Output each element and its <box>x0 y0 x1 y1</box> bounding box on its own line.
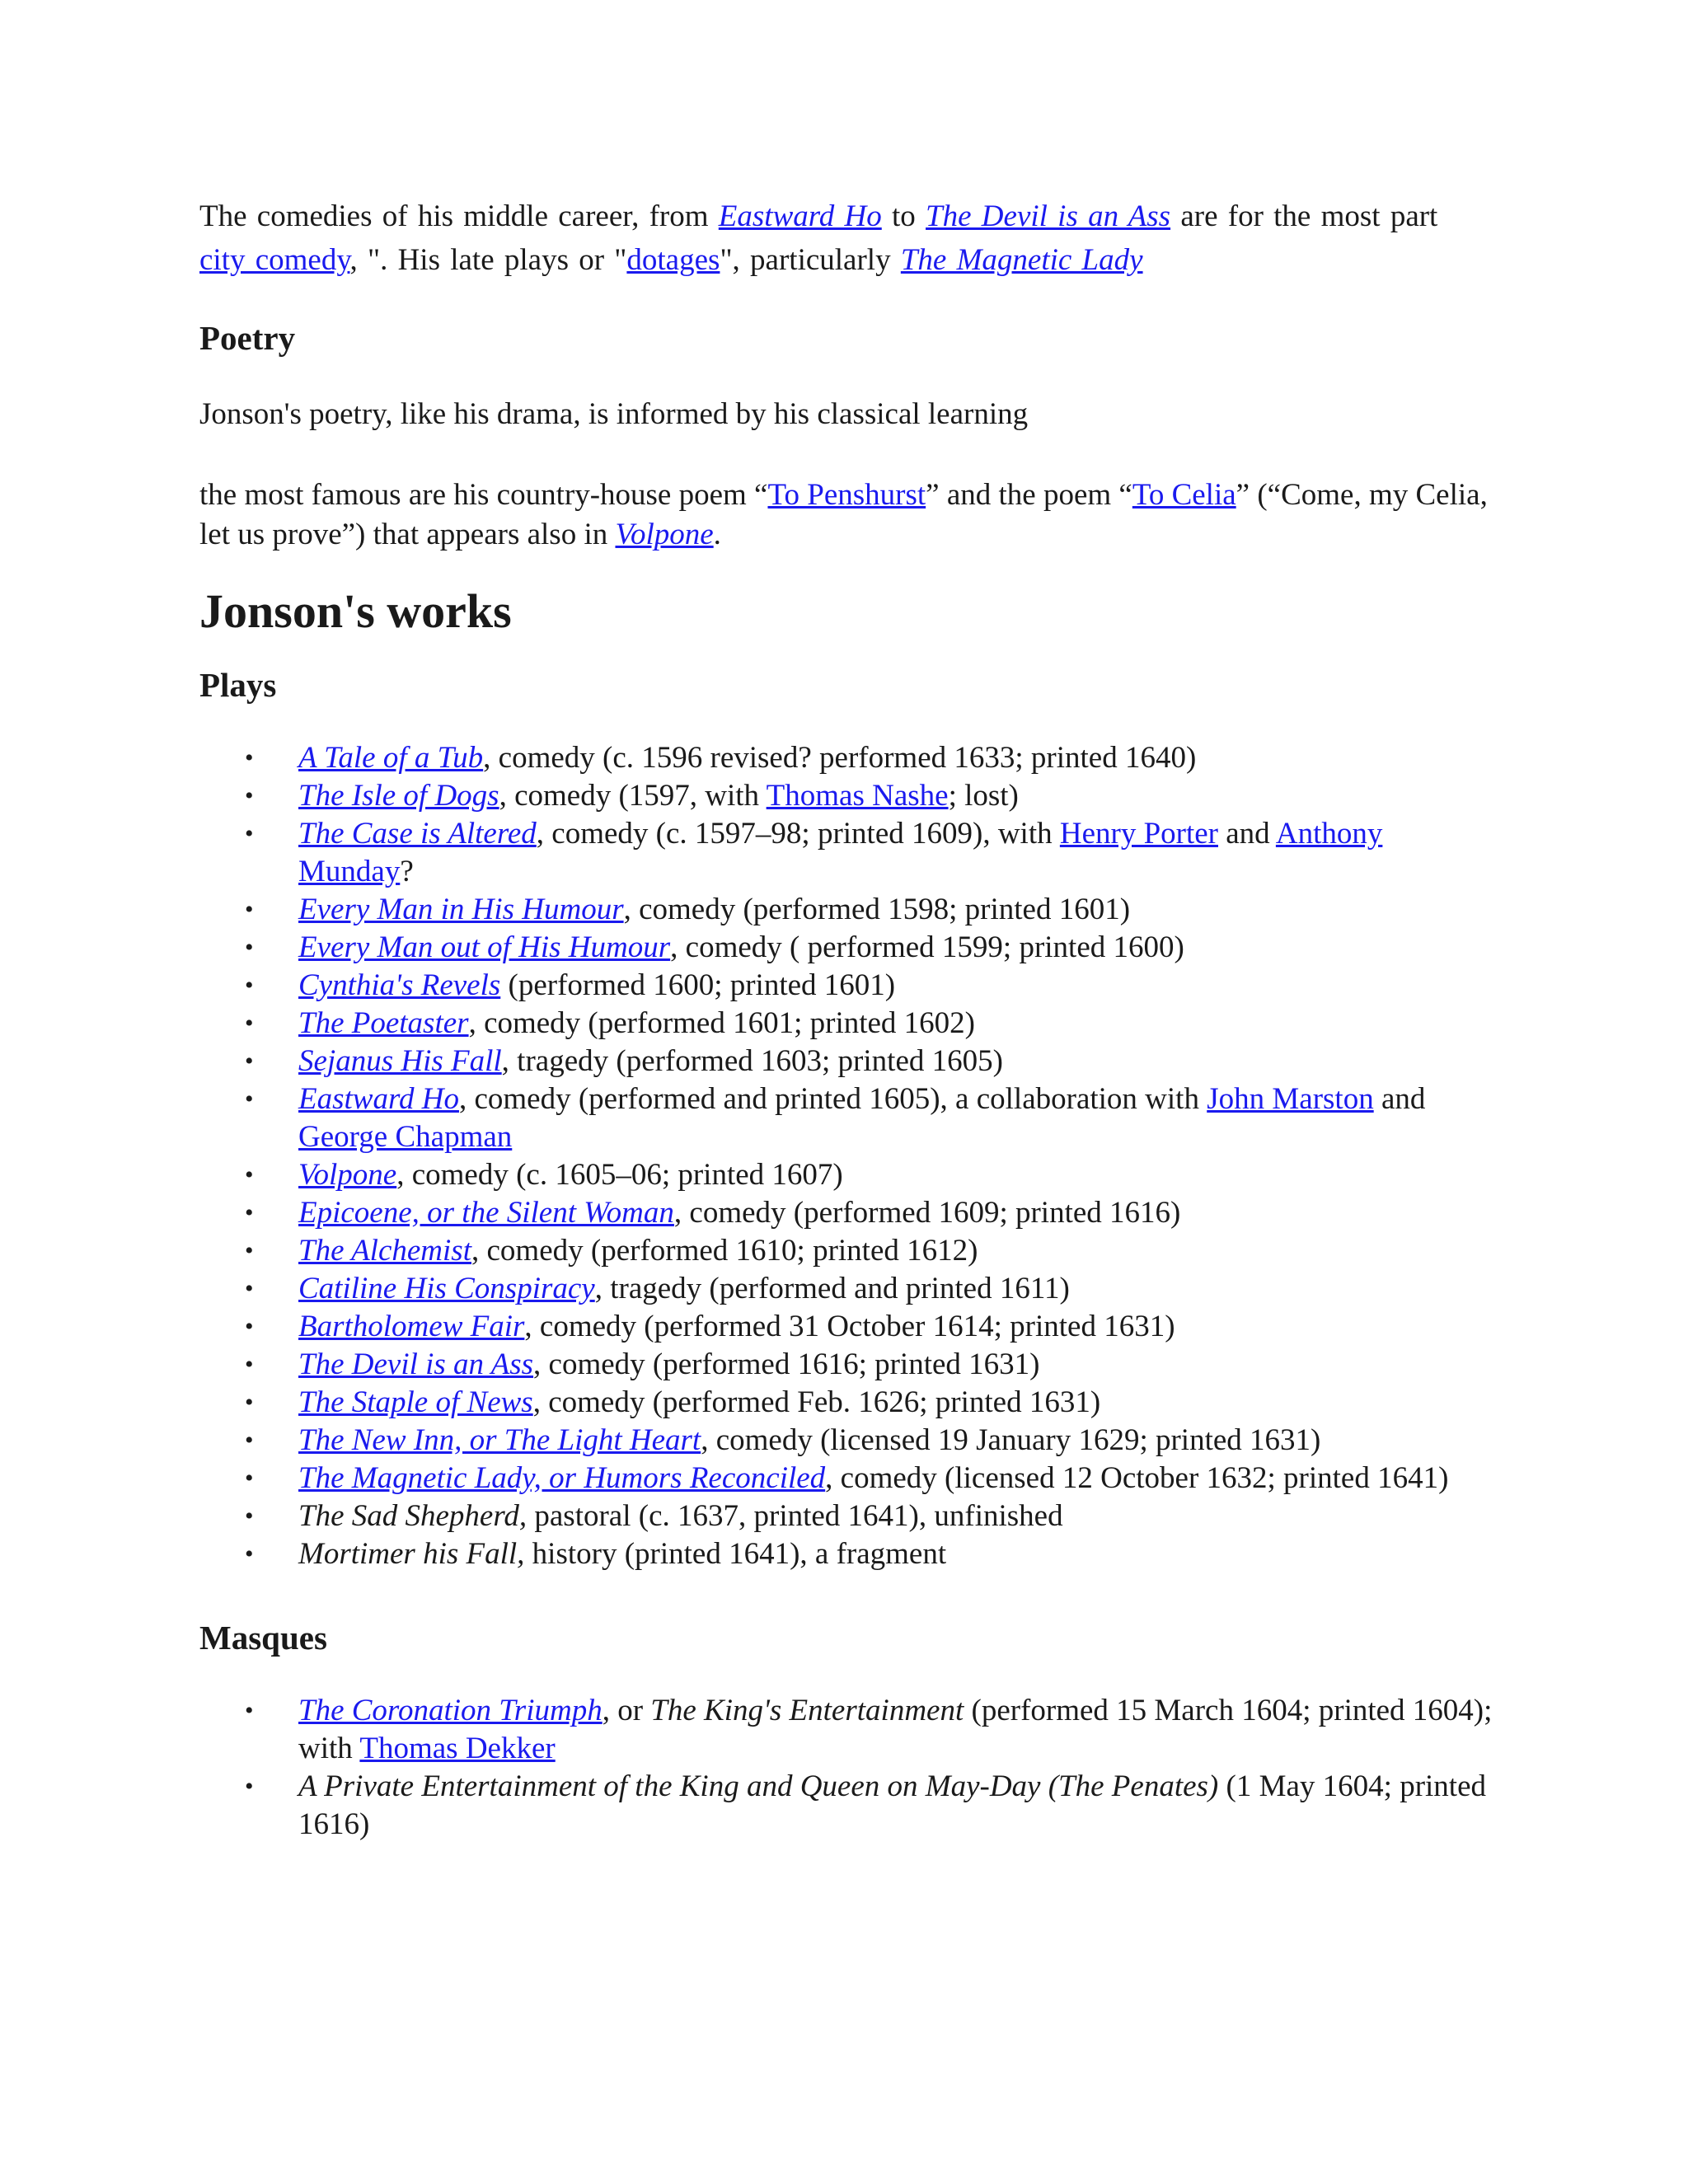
link-to-penshurst[interactable]: To Penshurst <box>767 478 926 512</box>
poetry-paragraph-1: Jonson's poetry, like his drama, is informed by his classical learning <box>199 397 1029 431</box>
play-link[interactable]: Bartholomew Fair <box>298 1310 525 1343</box>
intro-paragraph: The comedies of his middle career, from Eastward Ho to The Devil is an Ass are for the most part city comedy, ". His late plays or "dotages", particularly The Magnetic Lady <box>199 199 1438 277</box>
list-item: • The New Inn, or The Light Heart, comedy (licensed 19 January 1629; printed 1631) <box>199 1422 1493 1460</box>
list-item: • Sejanus His Fall, tragedy (performed 1603; printed 1605) <box>199 1043 1493 1080</box>
play-link[interactable]: Volpone <box>298 1158 397 1192</box>
masques-heading: Masques <box>199 1619 327 1657</box>
play-title: The Sad Shepherd, <box>298 1499 528 1533</box>
link-george-chapman[interactable]: George Chapman <box>298 1120 513 1154</box>
play-link[interactable]: The Case is Altered <box>298 817 537 851</box>
link-to-celia[interactable]: To Celia <box>1132 478 1236 512</box>
play-link[interactable]: Every Man in His Humour <box>298 893 624 926</box>
link-dotages[interactable]: dotages <box>626 243 720 277</box>
play-link[interactable]: The Alchemist <box>298 1234 471 1268</box>
works-heading: Jonson's works <box>199 584 512 638</box>
play-link[interactable]: The Isle of Dogs <box>298 779 499 813</box>
play-link[interactable]: The Staple of News <box>298 1385 533 1419</box>
play-link[interactable]: Catiline His Conspiracy <box>298 1272 595 1305</box>
list-item: • Eastward Ho, comedy (performed and printed 1605), a collaboration with John Marston and George Chapman <box>199 1080 1493 1156</box>
masque-title: A Private Entertainment of the King and Queen on May-Day (The Penates) <box>298 1769 1219 1803</box>
document-page <box>199 194 1493 1844</box>
link-magnetic-lady[interactable]: The Magnetic Lady <box>900 243 1143 277</box>
link-john-marston[interactable]: John Marston <box>1207 1082 1374 1116</box>
list-item: • The Isle of Dogs, comedy (1597, with Thomas Nashe; lost) <box>199 777 1493 815</box>
play-link[interactable]: Sejanus His Fall <box>298 1044 502 1078</box>
list-item: • A Private Entertainment of the King and Queen on May-Day (The Penates) (1 May 1604; printed 1616) <box>199 1768 1493 1844</box>
list-item: • The Staple of News, comedy (performed Feb. 1626; printed 1631) <box>199 1384 1493 1422</box>
play-link[interactable]: A Tale of a Tub <box>298 741 484 775</box>
list-item: • The Alchemist, comedy (performed 1610; printed 1612) <box>199 1232 1493 1270</box>
play-link[interactable]: The Poetaster <box>298 1006 469 1040</box>
link-city-comedy[interactable]: city comedy <box>199 243 350 277</box>
link-eastward-ho[interactable]: Eastward Ho <box>718 199 882 233</box>
poetry-paragraph-2: the most famous are his country-house poem “To Penshurst” and the poem “To Celia” (“Come, my Celia, let us prove”) that appears also in Volpone. <box>199 478 1488 551</box>
list-item: • Cynthia's Revels (performed 1600; printed 1601) <box>199 967 1493 1005</box>
play-link[interactable]: The Magnetic Lady, or Humors Reconciled <box>298 1461 826 1495</box>
play-link[interactable]: Epicoene, or the Silent Woman <box>298 1196 674 1230</box>
play-link[interactable]: The Devil is an Ass <box>298 1347 534 1381</box>
list-item: • The Devil is an Ass, comedy (performed 1616; printed 1631) <box>199 1346 1493 1384</box>
list-item: • Epicoene, or the Silent Woman, comedy (performed 1609; printed 1616) <box>199 1194 1493 1232</box>
masques-list <box>199 1692 1493 1844</box>
play-link[interactable]: Cynthia's Revels <box>298 968 501 1002</box>
list-item: • Volpone, comedy (c. 1605–06; printed 1607) <box>199 1156 1493 1194</box>
link-thomas-nashe[interactable]: Thomas Nashe <box>766 779 949 813</box>
poetry-heading: Poetry <box>199 319 296 357</box>
list-item: • Every Man out of His Humour, comedy ( performed 1599; printed 1600) <box>199 929 1493 967</box>
list-item: • Mortimer his Fall, history (printed 1641), a fragment <box>199 1535 1493 1573</box>
list-item: • The Sad Shepherd, pastoral (c. 1637, printed 1641), unfinished <box>199 1497 1493 1535</box>
link-anthony-munday[interactable]: Anthony Munday <box>298 817 1383 888</box>
plays-list <box>199 739 1493 1573</box>
masque-link[interactable]: The Coronation Triumph <box>298 1694 603 1727</box>
link-thomas-dekker[interactable]: Thomas Dekker <box>359 1732 556 1765</box>
list-item: • The Magnetic Lady, or Humors Reconciled, comedy (licensed 12 October 1632; printed 1641) <box>199 1460 1493 1497</box>
link-volpone[interactable]: Volpone <box>615 518 714 551</box>
play-title: Mortimer his Fall, <box>298 1537 525 1571</box>
list-item: • Bartholomew Fair, comedy (performed 31 October 1614; printed 1631) <box>199 1308 1493 1346</box>
list-item: • Every Man in His Humour, comedy (performed 1598; printed 1601) <box>199 891 1493 929</box>
list-item: • The Coronation Triumph, or The King's Entertainment (performed 15 March 1604; printed 1604); with Thomas Dekker <box>199 1692 1493 1768</box>
list-item: • Catiline His Conspiracy, tragedy (performed and printed 1611) <box>199 1270 1493 1308</box>
link-devil-is-an-ass[interactable]: The Devil is an Ass <box>926 199 1171 233</box>
play-link[interactable]: Eastward Ho <box>298 1082 459 1116</box>
play-link[interactable]: The New Inn, or The Light Heart <box>298 1423 701 1457</box>
plays-heading: Plays <box>199 666 277 704</box>
link-henry-porter[interactable]: Henry Porter <box>1059 817 1218 851</box>
play-link[interactable]: Every Man out of His Humour <box>298 930 671 964</box>
list-item: • The Poetaster, comedy (performed 1601; printed 1602) <box>199 1005 1493 1043</box>
list-item: • A Tale of a Tub, comedy (c. 1596 revised? performed 1633; printed 1640) <box>199 739 1493 777</box>
list-item: • The Case is Altered, comedy (c. 1597–98; printed 1609), with Henry Porter and Anthony Munday? <box>199 815 1493 891</box>
